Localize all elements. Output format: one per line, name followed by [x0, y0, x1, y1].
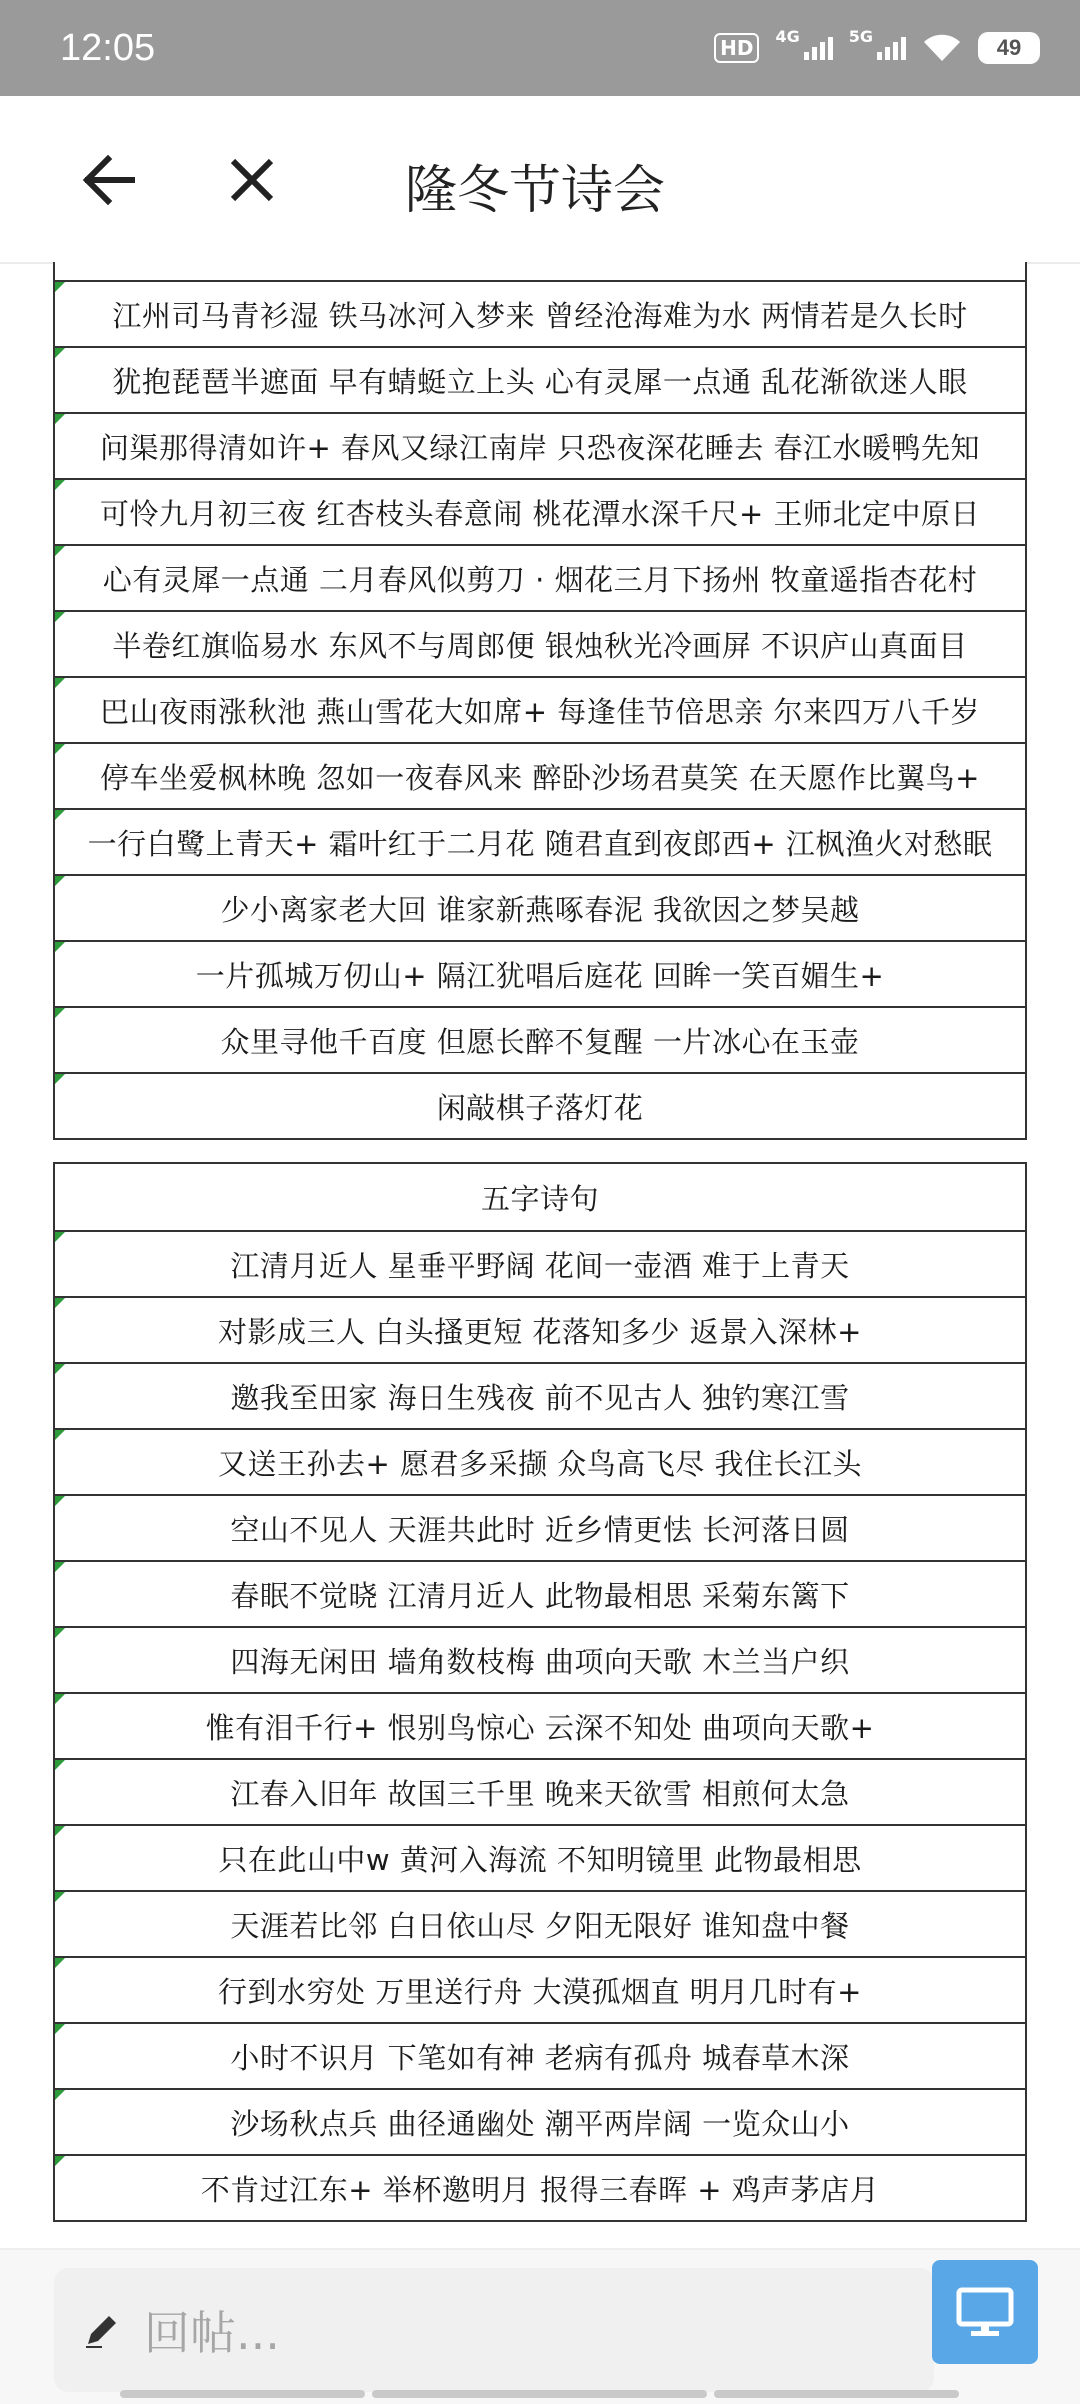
table-row — [55, 676, 1025, 742]
table-row — [55, 1824, 1025, 1890]
poem-line: 对影成三人 白头搔更短 花落知多少 返景入深林+ — [218, 1314, 862, 1349]
app-header — [0, 96, 1080, 264]
table-row — [55, 1296, 1025, 1362]
table-row — [55, 1428, 1025, 1494]
poem-line: 少小离家老大回 谁家新燕啄春泥 我欲因之梦吴越 — [220, 892, 860, 927]
poem-line: 问渠那得清如许+ 春风又绿江南岸 只恐夜深花睡去 春江水暖鸭先知 — [100, 430, 980, 465]
table-row — [55, 1560, 1025, 1626]
poem-line: 邀我至田家 海日生残夜 前不见古人 独钓寒江雪 — [230, 1380, 850, 1415]
close-icon — [228, 156, 276, 204]
table-row — [55, 1626, 1025, 1692]
poem-line: 又送王孙去+ 愿君多采撷 众鸟高飞尽 我住长江头 — [218, 1446, 862, 1481]
poem-line: 巴山夜雨涨秋池 燕山雪花大如席+ 每逢佳节倍思亲 尔来四万八千岁 — [100, 694, 980, 729]
signal-5g-icon: 5G — [849, 37, 906, 60]
poem-line: 沙场秋点兵 曲径通幽处 潮平两岸阔 一览众山小 — [230, 2106, 850, 2141]
battery-icon: 49 — [978, 32, 1040, 64]
table-row — [55, 2154, 1025, 2220]
poem-line: 可怜九月初三夜 红杏枝头春意闹 桃花潭水深千尺+ 王师北定中原日 — [100, 496, 980, 531]
poem-line: 一片孤城万仞山+ 隔江犹唱后庭花 回眸一笑百媚生+ — [195, 958, 885, 993]
poem-line: 只在此山中w 黄河入海流 不知明镜里 此物最相思 — [218, 1842, 862, 1877]
hd-voice-icon: HD — [714, 33, 759, 63]
reply-input[interactable] — [54, 2268, 934, 2392]
table-row — [55, 280, 1025, 346]
table-heading: 五字诗句 — [480, 1181, 599, 1216]
table-row — [55, 346, 1025, 412]
table-row — [55, 1072, 1025, 1138]
wifi-icon — [922, 33, 962, 63]
status-bar — [0, 0, 1080, 96]
pen-icon — [82, 2310, 122, 2350]
poem-line: 四海无闲田 墙角数枝梅 曲项向天歌 木兰当户织 — [230, 1644, 850, 1679]
page-title: 隆冬节诗会 — [405, 161, 666, 221]
poem-line: 不肯过江东+ 举杯邀明月 报得三春晖 + 鸡声茅店月 — [200, 2172, 880, 2207]
seven-char-poem-table — [53, 262, 1027, 1140]
table-row — [55, 2022, 1025, 2088]
arrow-left-icon — [80, 154, 136, 206]
table-row — [55, 544, 1025, 610]
desktop-mode-button[interactable] — [932, 2260, 1038, 2364]
table-row — [55, 1890, 1025, 1956]
poem-line: 停车坐爱枫林晚 忽如一夜春风来 醉卧沙场君莫笑 在天愿作比翼鸟+ — [100, 760, 980, 795]
reply-placeholder: 回帖... — [144, 2306, 280, 2360]
poem-line: 小时不识月 下笔如有神 老病有孤舟 城春草木深 — [230, 2040, 850, 2075]
table-row — [55, 1758, 1025, 1824]
table-row — [55, 1956, 1025, 2022]
table-header-cut — [55, 262, 1025, 280]
table-row — [55, 610, 1025, 676]
table-row — [55, 1362, 1025, 1428]
table-row — [55, 1494, 1025, 1560]
table-row — [55, 808, 1025, 874]
table-row — [55, 874, 1025, 940]
poem-line: 空山不见人 天涯共此时 近乡情更怯 长河落日圆 — [230, 1512, 850, 1547]
poem-line: 春眠不觉晓 江清月近人 此物最相思 采菊东篱下 — [230, 1578, 850, 1613]
five-char-poem-table — [53, 1162, 1027, 2222]
poem-line: 闲敲棋子落灯花 — [436, 1090, 644, 1125]
table-row — [55, 478, 1025, 544]
back-button[interactable] — [68, 140, 148, 220]
scroll-indicator — [714, 2390, 959, 2398]
scroll-indicator — [120, 2390, 365, 2398]
poem-line: 众里寻他千百度 但愿长醉不复醒 一片冰心在玉壶 — [220, 1024, 860, 1059]
poem-line: 一行白鹭上青天+ 霜叶红于二月花 随君直到夜郎西+ 江枫渔火对愁眠 — [87, 826, 993, 861]
close-button[interactable] — [212, 140, 292, 220]
poem-line: 犹抱琵琶半遮面 早有蜻蜓立上头 心有灵犀一点通 乱花渐欲迷人眼 — [112, 364, 968, 399]
table-row — [55, 1230, 1025, 1296]
reply-bar — [0, 2248, 1080, 2404]
poem-line: 江春入旧年 故国三千里 晚来天欲雪 相煎何太急 — [230, 1776, 850, 1811]
poem-line: 天涯若比邻 白日依山尽 夕阳无限好 谁知盘中餐 — [230, 1908, 850, 1943]
status-time: 12:05 — [60, 26, 156, 69]
signal-4g-icon: 4G — [775, 37, 832, 60]
poem-line: 江州司马青衫湿 铁马冰河入梦来 曾经沧海难为水 两情若是久长时 — [112, 298, 968, 333]
status-icons — [714, 26, 1040, 64]
desktop-icon — [955, 2284, 1015, 2340]
table-row — [55, 1692, 1025, 1758]
table-row — [55, 2088, 1025, 2154]
table-row — [55, 1006, 1025, 1072]
table-row — [55, 940, 1025, 1006]
poem-line: 行到水穷处 万里送行舟 大漠孤烟直 明月几时有+ — [218, 1974, 862, 2009]
poem-line: 半卷红旗临易水 东风不与周郎便 银烛秋光冷画屏 不识庐山真面目 — [112, 628, 968, 663]
poem-line: 江清月近人 星垂平野阔 花间一壶酒 难于上青天 — [230, 1248, 850, 1283]
poem-line: 心有灵犀一点通 二月春风似剪刀 · 烟花三月下扬州 牧童遥指杏花村 — [102, 562, 978, 597]
table-row — [55, 742, 1025, 808]
poem-line: 惟有泪千行+ 恨别鸟惊心 云深不知处 曲项向天歌+ — [205, 1710, 875, 1745]
scroll-indicator — [372, 2390, 707, 2398]
table-row — [55, 412, 1025, 478]
